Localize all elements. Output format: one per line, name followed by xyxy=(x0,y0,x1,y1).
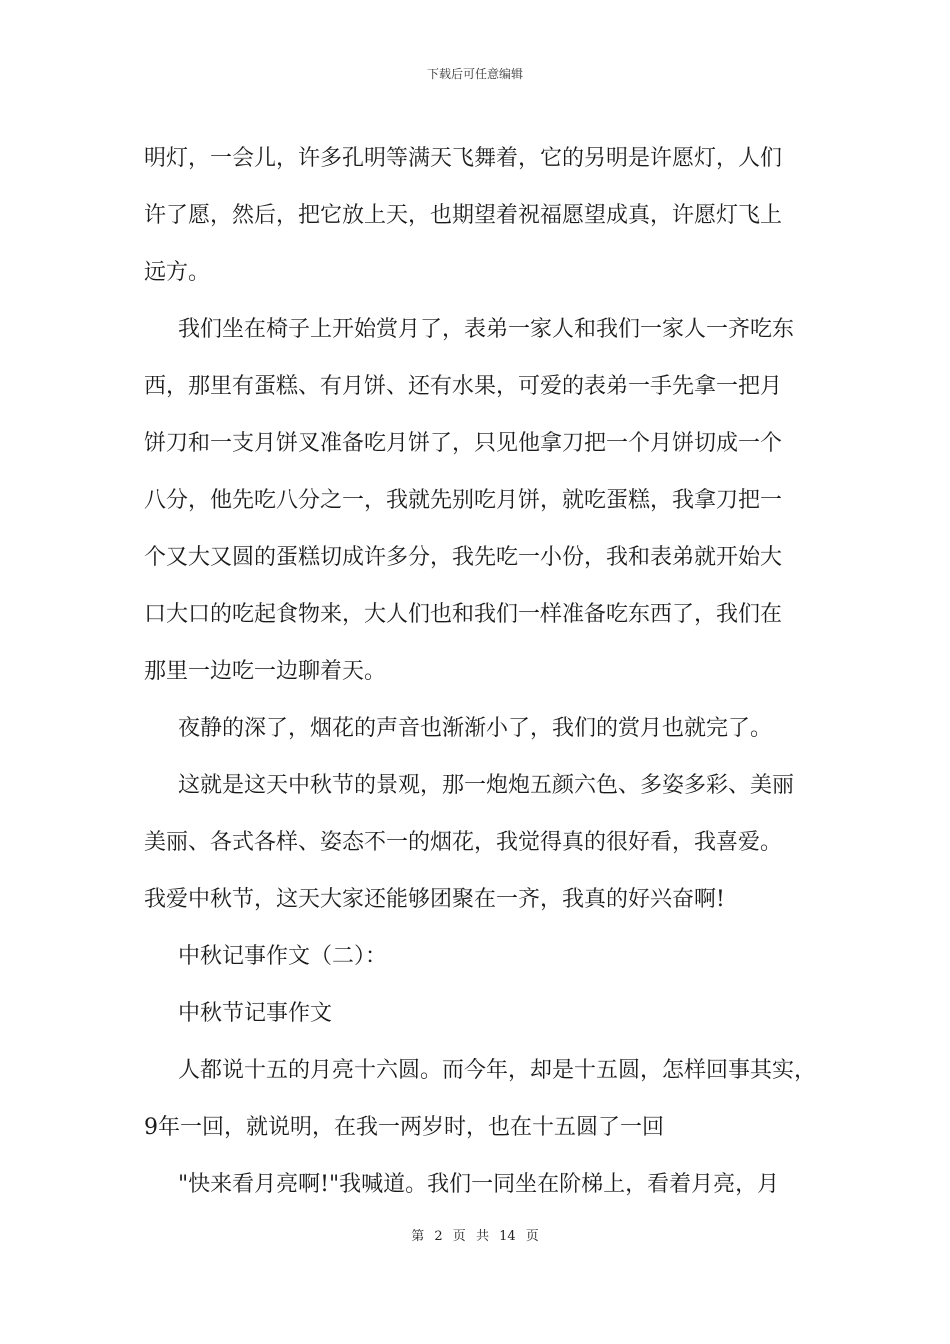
text-line: 个又大又圆的蛋糕切成许多分，我先吃一小份，我和表弟就开始大 xyxy=(144,545,783,570)
text-line: 西，那里有蛋糕、有月饼、还有水果，可爱的表弟一手先拿一把月 xyxy=(144,374,783,399)
footer-page-number: 2 xyxy=(434,1229,443,1244)
page-footer xyxy=(0,1228,950,1246)
footer-total-pages: 14 xyxy=(499,1229,516,1244)
text-line: 中秋节记事作文 xyxy=(178,1001,333,1026)
text-line: 我们坐在椅子上开始赏月了，表弟一家人和我们一家人一齐吃东 xyxy=(178,317,795,342)
text-line: 远方。 xyxy=(144,260,211,285)
text-line: 明灯，一会儿，许多孔明等满天飞舞着，它的另明是许愿灯，人们 xyxy=(144,146,783,171)
document-body xyxy=(144,130,824,1213)
text-line: "快来看月亮啊!"我喊道。我们一同坐在阶梯上，看着月亮，月 xyxy=(178,1172,780,1197)
text-line: 9年一回，就说明，在我一两岁时，也在十五圆了一回 xyxy=(144,1115,664,1140)
page-header: 下载后可任意编辑 xyxy=(426,67,523,81)
text-line: 美丽、各式各样、姿态不一的烟花，我觉得真的很好看，我喜爱。 xyxy=(144,830,783,855)
footer-total-unit: 页 xyxy=(525,1229,539,1244)
footer-total-prefix: 共 xyxy=(475,1229,489,1244)
text-line: 八分，他先吃八分之一，我就先别吃月饼，就吃蛋糕，我拿刀把一 xyxy=(144,488,783,513)
text-line: 口大口的吃起食物来，大人们也和我们一样准备吃东西了，我们在 xyxy=(144,602,783,627)
text-line: 这就是这天中秋节的景观，那一炮炮五颜六色、多姿多彩、美丽 xyxy=(178,773,795,798)
text-line: 那里一边吃一边聊着天。 xyxy=(144,659,387,684)
text-line: 人都说十五的月亮十六圆。而今年，却是十五圆，怎样回事其实， xyxy=(178,1058,817,1083)
text-line: 饼刀和一支月饼叉准备吃月饼了，只见他拿刀把一个月饼切成一个 xyxy=(144,431,783,456)
text-line: 许了愿，然后，把它放上天，也期望着祝福愿望成真，许愿灯飞上 xyxy=(144,203,783,228)
footer-prefix: 第 xyxy=(411,1229,425,1244)
footer-page-unit: 页 xyxy=(452,1229,466,1244)
text-line: 中秋记事作文（二）： xyxy=(178,944,388,969)
text-line: 我爱中秋节，这天大家还能够团聚在一齐，我真的好兴奋啊! xyxy=(144,887,725,912)
text-line: 夜静的深了，烟花的声音也渐渐小了，我们的赏月也就完了。 xyxy=(178,716,773,741)
